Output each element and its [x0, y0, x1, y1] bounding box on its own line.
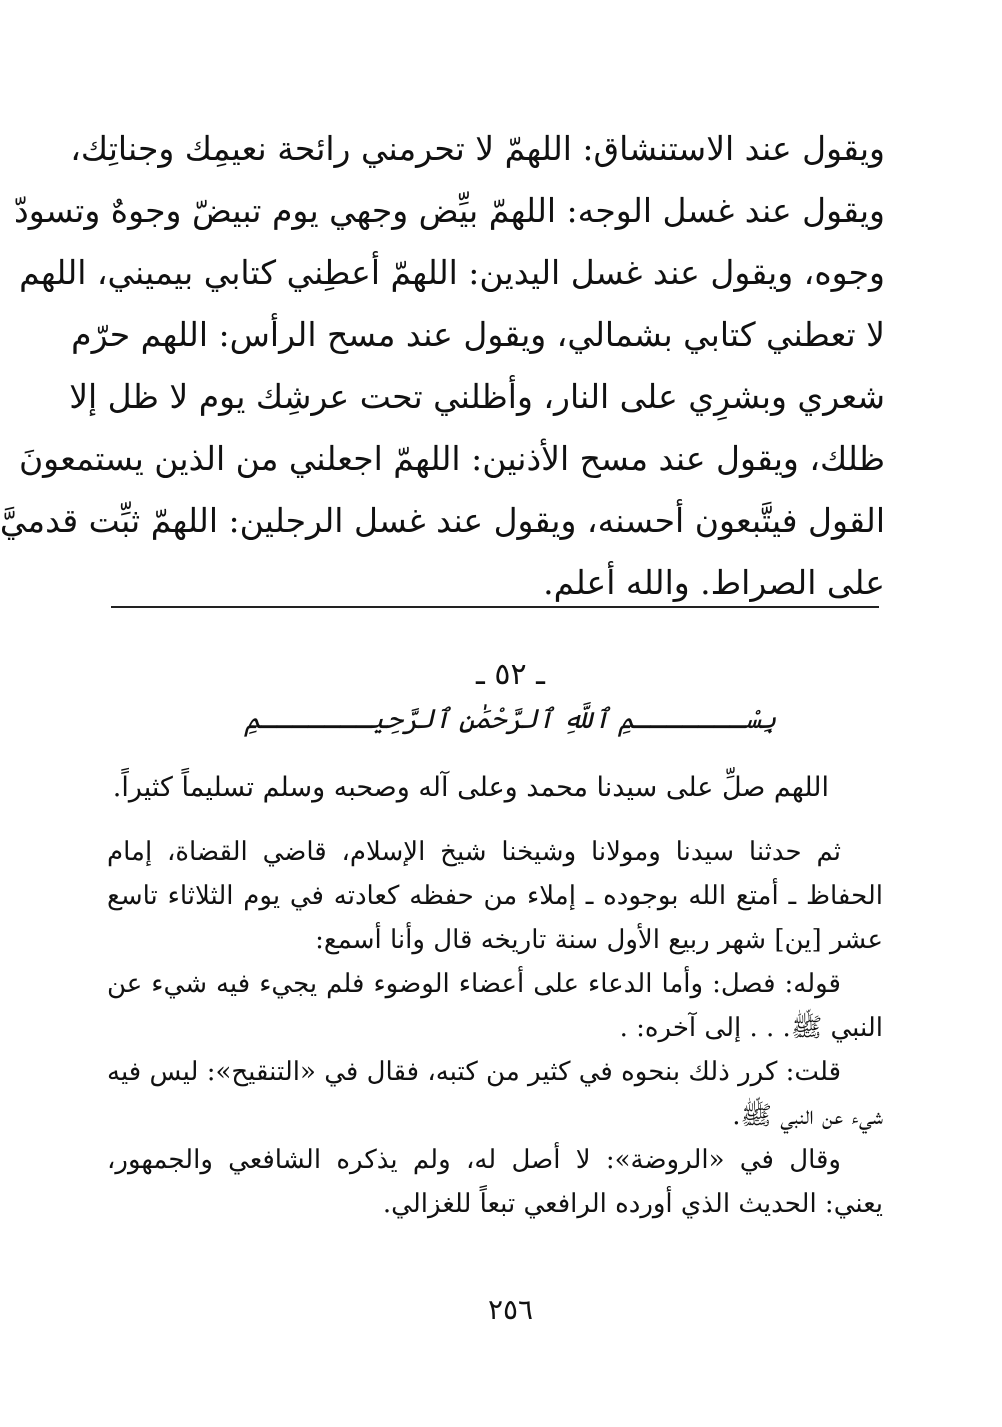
text-line: قلت: كرر ذلك بنحوه في كثير من كتبه، فقال في «التنقيح»: ليس فيه [107, 1057, 841, 1087]
text-line: القول فيتَّبعون أحسنه، ويقول عند غسل الرجلين: اللهمّ ثبِّت قدميَّ [0, 501, 885, 540]
text-line: ثم حدثنا سيدنا ومولانا وشيخنا شيخ الإسلام، قاضي القضاة، إمام [107, 837, 841, 867]
basmala: بِسْـــــــمِ ٱللَّهِ ٱلرَّحْمَٰنِ ٱلرَّحِيـــــــمِ [244, 704, 777, 735]
text-line: ظلك، ويقول عند مسح الأذنين: اللهمّ اجعلني من الذين يستمعونَ [18, 439, 885, 478]
paragraph [107, 830, 883, 962]
text-line: ويقول عند غسل الوجه: اللهمّ بيِّض وجهي يوم تبيضّ وجوهٌ وتسودّ [14, 191, 885, 230]
text-line: عشر [ين] شهر ربيع الأول سنة تاريخه قال وأنا أسمع: [315, 925, 883, 955]
text-line: لا تعطني كتابي بشمالي، ويقول عند مسح الرأس: اللهم حرّم [71, 315, 885, 354]
paragraph [107, 962, 883, 1050]
paragraph [107, 1138, 883, 1226]
text-line: يعني: الحديث الذي أورده الرافعي تبعاً للغزالي. [382, 1189, 883, 1219]
chapter-number: ـ ٥٢ ـ [476, 657, 545, 692]
text-line: وقال في «الروضة»: لا أصل له، ولم يذكره الشافعي والجمهور، [107, 1145, 841, 1175]
section-divider [111, 606, 879, 608]
text-line: قوله: فصل: وأما الدعاء على أعضاء الوضوء فلم يجيء فيه شيء عن [107, 969, 841, 999]
text-line: شيء عن النبي ﷺ. [732, 1101, 883, 1131]
dictation-body [107, 830, 883, 1226]
text-line: على الصراط. والله أعلم. [543, 563, 885, 602]
text-line: شعري وبشرِي على النار، وأظلني تحت عرشِك يوم لا ظل إلا [69, 377, 885, 416]
paragraph [107, 1050, 883, 1138]
text-line: ويقول عند الاستنشاق: اللهمّ لا تحرمني رائحة نعيمِك وجناتِك، [70, 129, 885, 168]
page-number: ٢٥٦ [487, 1293, 534, 1326]
wudu-supplications-paragraph [0, 118, 885, 614]
text-line: الحفاظ ـ أمتع الله بوجوده ـ إملاء من حفظه كعادته في يوم الثلاثاء تاسع [107, 881, 883, 911]
text-line: وجوه، ويقول عند غسل اليدين: اللهمّ أعطِني كتابي بيميني، اللهم [19, 253, 885, 292]
salawat-line: اللهم صلِّ على سيدنا محمد وعلى آله وصحبه وسلم تسليماً كثيراً. [112, 772, 829, 803]
text-line: النبي ﷺ. . . إلى آخره: . [619, 1013, 883, 1043]
